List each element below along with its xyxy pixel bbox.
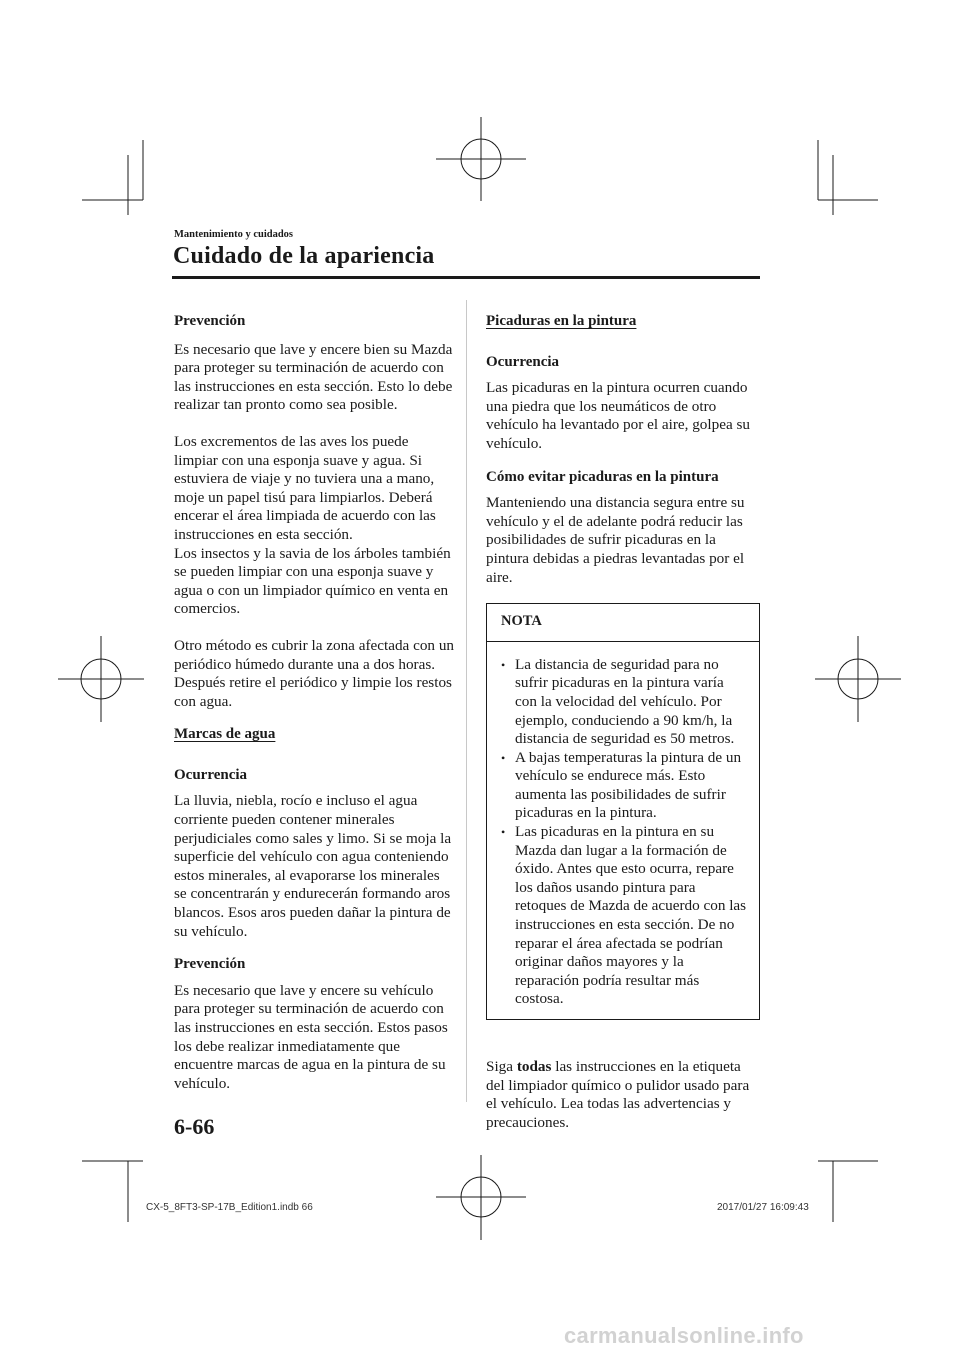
- ocurrencia-heading-right: Ocurrencia: [486, 353, 560, 370]
- watermark: carmanualsonline.info: [564, 1323, 804, 1348]
- evitar-picaduras-heading: Cómo evitar picaduras en la pintura: [486, 468, 719, 485]
- final-instructions-paragraph: [486, 1058, 760, 1132]
- ocurrencia-heading: Ocurrencia: [174, 766, 248, 783]
- bird-droppings-paragraph: Los excrementos de las aves los puede limpiar con una esponja suave y agua. Si estuviera de viaje y no tuviera una a mano, moje un papel tisú para limpiarlos. Deberá encerar el área limpiada de acuerdo con las instrucciones en esta sección.: [174, 432, 436, 543]
- note-item: • La distancia de seguridad para no sufrir picaduras en la pintura varía con la velocidad del vehículo. Por ejemplo, conduciendo a 90 km/h, la distancia de seguridad es 50 metros.: [501, 656, 747, 749]
- ocurrencia-paragraph: La lluvia, niebla, rocío e incluso el agua corriente pueden contener minerales perjudiciales como sales y limo. Si se moja la superficie del vehículo con agua conteniendo estos minerales, al evaporarse los minerales se concentrarán y endurecerán formando aros blancos. Esos aros pueden dañar la pintura de su vehículo.: [174, 792, 452, 940]
- page-number: 6-66: [174, 1114, 215, 1139]
- note-list: [487, 642, 759, 1019]
- insects-paragraph: Los insectos y la savia de los árboles también se pueden limpiar con una esponja suave y agua o con un limpiador químico en venta en comercios.: [174, 544, 451, 618]
- ocurrencia-paragraph-right: Las picaduras en la pintura ocurren cuando una piedra que los neumáticos de otro vehículo ha levantado por el aire, golpea su vehículo.: [486, 379, 750, 452]
- note-item: • A bajas temperaturas la pintura de un vehículo se endurece más. Esto aumenta las posibilidades de sufrir picaduras en la pintura.: [501, 749, 747, 823]
- right-column: [486, 312, 760, 1132]
- final-prefix: Siga: [486, 1058, 517, 1075]
- prevencion-paragraph: Es necesario que lave y encere bien su Mazda para proteger su terminación de acuerdo con las instrucciones en esta sección. Esto lo debe realizar tan pronto como sea posible.: [174, 340, 453, 414]
- note-title: NOTA: [487, 604, 759, 642]
- prevencion-heading: Prevención: [174, 313, 246, 329]
- registration-mark-left: [81, 659, 121, 699]
- registration-mark-bottom: [461, 1177, 501, 1217]
- note-box: [486, 603, 760, 1020]
- picaduras-heading: Picaduras en la pintura: [486, 313, 637, 329]
- registration-mark-top: [461, 139, 501, 179]
- title-rule: [172, 276, 760, 279]
- final-suffix: las instrucciones en la etiqueta del limpiador químico o pulidor usado para el vehículo. Lea todas las advertencias y precauciones.: [486, 1058, 750, 1131]
- registration-mark-right: [838, 659, 878, 699]
- prevencion-heading-2: Prevención: [174, 956, 246, 973]
- marcas-de-agua-heading: Marcas de agua: [174, 726, 276, 743]
- evitar-paragraph: Manteniendo una distancia segura entre su vehículo y el de adelante podrá reducir las posibilidades de sufrir picaduras en la pintura debidas a piedras levantadas por el aire.: [486, 494, 745, 586]
- column-divider: [466, 300, 467, 1102]
- prevencion-paragraph-2: Es necesario que lave y encere su vehículo para proteger su terminación de acuerdo con las instrucciones en esta sección. Estos pasos los debe realizar inmediatamente que encuentre marcas de agua en la pintura de su vehículo.: [174, 981, 448, 1092]
- left-column: [174, 312, 454, 1093]
- section-label: Mantenimiento y cuidados: [174, 229, 294, 240]
- print-timestamp: 2017/01/27 16:09:43: [717, 1202, 809, 1213]
- page-title: Cuidado de la apariencia: [173, 243, 435, 269]
- final-bold-word: todas: [516, 1058, 552, 1075]
- newspaper-method-paragraph: Otro método es cubrir la zona afectada con un periódico húmedo durante una a dos horas. Después retire el periódico y limpie los restos con agua.: [174, 636, 455, 710]
- note-item: • Las picaduras en la pintura en su Mazda dan lugar a la formación de óxido. Antes que esto ocurra, repare los daños usando pintura para retoques de Mazda de acuerdo con las instrucciones en esta sección. De no reparar el área afectada se podrían originar daños mayores y la reparación podría resultar más costosa.: [501, 823, 747, 1009]
- file-info: CX-5_8FT3-SP-17B_Edition1.indb 66: [146, 1202, 313, 1213]
